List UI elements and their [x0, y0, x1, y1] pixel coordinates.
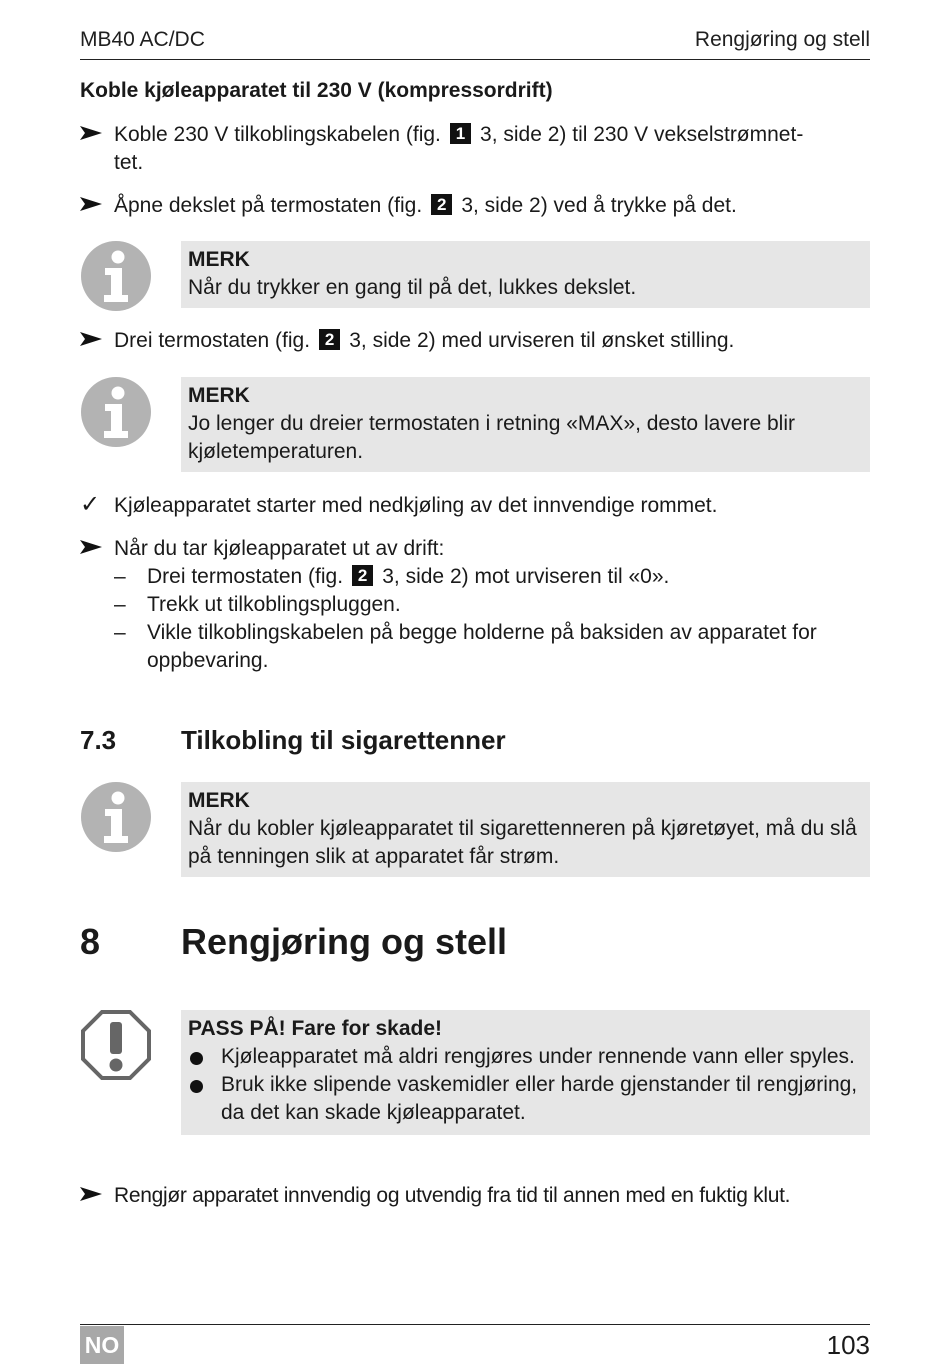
- footer-divider: [80, 1324, 870, 1325]
- list-item-text: Bruk ikke slipende vaskemidler eller harde gjenstander til rengjøring, da det kan skade kjøleapparatet.: [221, 1073, 858, 1124]
- result-cooling-starts: [80, 492, 870, 520]
- note-title: MERK: [188, 384, 250, 407]
- dash-marker: –: [114, 565, 126, 588]
- note-text: Jo lenger du dreier termostaten i retning «MAX», desto lavere blir kjøletemperaturen.: [188, 412, 795, 463]
- exclamation-octagon-icon: [80, 1009, 152, 1081]
- dash-marker: –: [114, 593, 126, 616]
- step-text: Drei termostaten (fig.: [114, 329, 311, 352]
- step-text: tet.: [114, 151, 144, 174]
- note-box: [181, 377, 870, 472]
- bullet-icon: [190, 1080, 203, 1093]
- language-badge: NO: [80, 1326, 124, 1364]
- step-text: Når du tar kjøleapparatet ut av drift:: [114, 537, 445, 560]
- arrow-right-icon: [80, 192, 110, 220]
- arrow-right-icon: [80, 121, 110, 149]
- note-title: MERK: [188, 248, 250, 271]
- note-text: Når du trykker en gang til på det, lukkes dekslet.: [188, 276, 637, 299]
- step-text: 3, side 2) til 230 V vekselstrømnet-: [480, 123, 804, 146]
- section-title: Tilkobling til sigarettenner: [181, 725, 506, 755]
- chapter-number: 8: [80, 921, 101, 962]
- note-text: Når du kobler kjøleapparatet til sigarettenneren på kjøretøyet, må du slå på tenningen slik at apparatet får strøm.: [188, 817, 857, 868]
- subheading: Koble kjøleapparatet til 230 V (kompressordrift): [80, 79, 553, 102]
- figure-ref: 2: [352, 565, 373, 586]
- header-divider: [80, 59, 870, 60]
- step-open-cover: [80, 192, 870, 220]
- info-icon: [80, 376, 152, 448]
- step-text: 3, side 2) med urviseren til ønsket stilling.: [349, 329, 735, 352]
- figure-ref: 2: [431, 194, 452, 215]
- step-text: Kjøleapparatet starter med nedkjøling av det innvendige rommet.: [114, 494, 718, 517]
- list-item: [188, 1043, 863, 1071]
- note-title: MERK: [188, 789, 250, 812]
- list-item-text: Trekk ut tilkoblingspluggen.: [147, 593, 401, 616]
- step-clean-appliance: [80, 1182, 870, 1210]
- check-icon: ✓: [80, 491, 101, 518]
- figure-ref: 2: [319, 329, 340, 350]
- info-icon: [80, 240, 152, 312]
- dash-marker: –: [114, 621, 126, 644]
- step-text: Åpne dekslet på termostaten (fig.: [114, 194, 423, 217]
- header-chapter: Rengjøring og stell: [694, 28, 870, 51]
- step-connect-230v: [80, 121, 870, 177]
- bullet-icon: [190, 1052, 203, 1065]
- step-text: Koble 230 V tilkoblingskabelen (fig.: [114, 123, 441, 146]
- header-product: MB40 AC/DC: [80, 28, 205, 51]
- note-box: [181, 782, 870, 877]
- step-turn-thermostat: [80, 327, 870, 355]
- warning-box: [181, 1010, 870, 1135]
- step-text: Rengjør apparatet innvendig og utvendig fra tid til annen med en fuktig klut.: [114, 1184, 791, 1207]
- note-box: [181, 241, 870, 308]
- list-item-text: Drei termostaten (fig.: [147, 565, 344, 588]
- figure-ref: 1: [450, 123, 471, 144]
- info-icon: [80, 781, 152, 853]
- list-item: [114, 563, 870, 591]
- list-item-text: Kjøleapparatet må aldri rengjøres under rennende vann eller spyles.: [221, 1045, 855, 1068]
- list-item-text: Vikle tilkoblingskabelen på begge holderne på baksiden av apparatet for oppbevaring.: [147, 621, 817, 672]
- arrow-right-icon: [80, 327, 110, 355]
- arrow-right-icon: [80, 535, 110, 563]
- warning-title: PASS PÅ! Fare for skade!: [188, 1017, 443, 1040]
- section-number: 7.3: [80, 725, 117, 755]
- list-item-text: 3, side 2) mot urviseren til «0».: [382, 565, 670, 588]
- arrow-right-icon: [80, 1182, 110, 1210]
- page-number: 103: [826, 1330, 870, 1360]
- step-text: 3, side 2) ved å trykke på det.: [461, 194, 737, 217]
- list-item: [114, 619, 870, 675]
- step-take-out-of-service: [80, 535, 870, 675]
- list-item: [114, 591, 870, 619]
- chapter-title: Rengjøring og stell: [181, 921, 508, 962]
- list-item: [188, 1071, 863, 1127]
